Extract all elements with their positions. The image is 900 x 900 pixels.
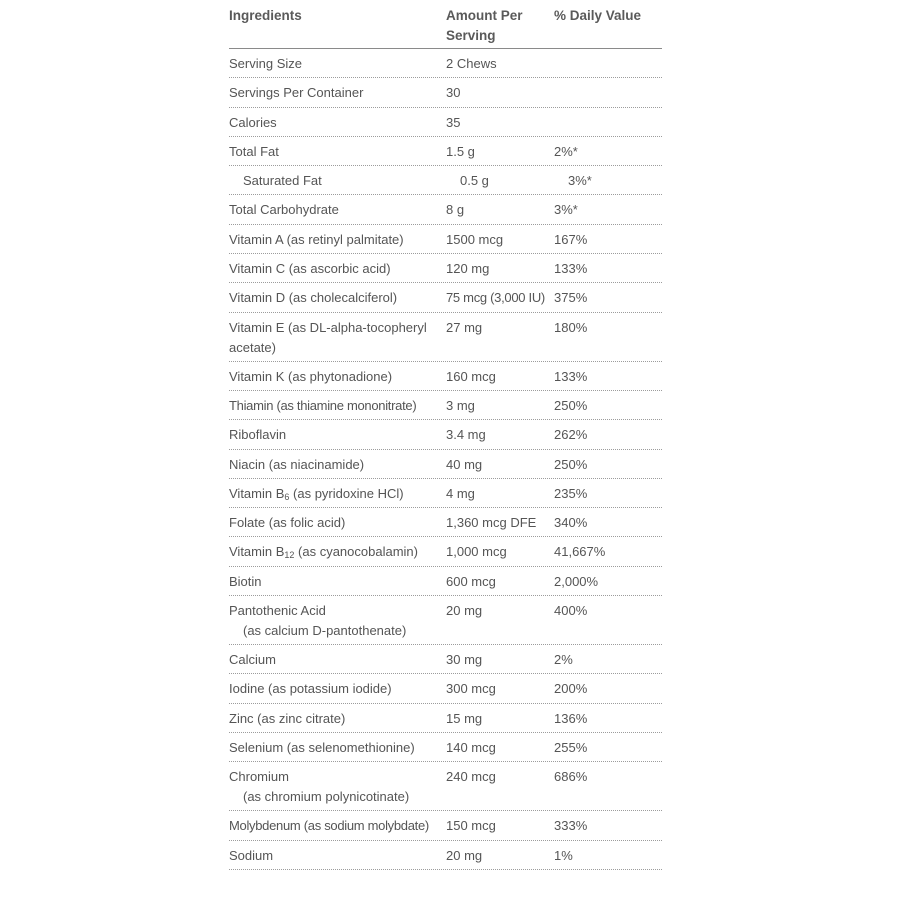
ingredient-amount: 3 mg xyxy=(446,397,475,413)
table-row xyxy=(229,362,662,391)
ingredient-dv: 255% xyxy=(554,739,588,755)
table-row xyxy=(229,195,662,224)
table-row xyxy=(229,567,662,596)
ingredient-dv: 3%* xyxy=(568,173,592,189)
ingredient-name: Vitamin D (as cholecalciferol) xyxy=(229,290,398,306)
ingredient-name: Serving Size xyxy=(229,56,302,71)
table-row xyxy=(229,704,662,733)
ingredient-dv: 41,667% xyxy=(554,544,606,560)
ingredient-name: Folate (as folic acid) xyxy=(229,515,346,531)
ingredient-dv: 2,000% xyxy=(554,573,599,589)
ingredient-amount: 4 mg xyxy=(446,485,475,501)
ingredient-name: Biotin xyxy=(229,573,262,589)
ingredient-name: Vitamin C (as ascorbic acid) xyxy=(229,261,391,277)
table-row xyxy=(229,674,662,703)
ingredient-amount: 40 mg xyxy=(446,456,483,472)
ingredient-amount: 160 mcg xyxy=(446,368,496,384)
supplement-facts-table xyxy=(229,0,662,870)
ingredient-dv: 3%* xyxy=(554,202,578,218)
ingredient-dv: 2%* xyxy=(554,143,578,159)
ingredient-amount: 15 mg xyxy=(446,710,483,726)
ingredient-name: Calcium xyxy=(229,652,276,668)
ingredient-name: Vitamin $B_6$ (as pyridoxine HCl) xyxy=(229,485,404,502)
ingredient-amount: 1,360 mcg DFE xyxy=(446,515,537,531)
ingredient-amount: 35 xyxy=(446,114,461,130)
ingredient-dv: 167% xyxy=(554,231,588,247)
ingredient-amount: 1,000 mcg xyxy=(446,544,507,560)
ingredient-dv: 333% xyxy=(554,818,588,834)
ingredient-name: Vitamin A (as retinyl palmitate) xyxy=(229,231,404,247)
ingredient-dv: 686% xyxy=(554,769,588,785)
table-row xyxy=(229,420,662,449)
table-row xyxy=(229,49,662,78)
ingredient-dv: 1% xyxy=(554,847,573,863)
ingredient-amount: 150 mcg xyxy=(446,818,496,834)
table-row xyxy=(229,78,662,107)
ingredient-dv: 2% xyxy=(554,652,573,668)
ingredient-name: Saturated Fat xyxy=(243,173,322,189)
ingredient-amount: 20 mg xyxy=(446,847,483,863)
ingredient-dv: 375% xyxy=(554,290,588,306)
ingredient-amount: 27 mg xyxy=(446,319,483,335)
table-row xyxy=(229,254,662,283)
ingredient-name: Vitamin $B_{12}$ (as cyanocobalamin) xyxy=(229,544,418,561)
ingredient-name: Vitamin K (as phytonadione) xyxy=(229,368,393,384)
ingredient-name: Calories xyxy=(229,114,277,130)
ingredient-amount: 300 mcg xyxy=(446,681,496,697)
ingredient-name xyxy=(229,767,446,807)
ingredient-dv: 180% xyxy=(554,319,588,335)
ingredient-name: Total Fat xyxy=(229,143,279,159)
table-row xyxy=(229,391,662,420)
table-row xyxy=(229,166,662,195)
ingredient-dv: 340% xyxy=(554,515,588,531)
daily-value-header: % Daily Value xyxy=(554,8,642,23)
ingredient-name-line2: (as calcium D-pantothenate) xyxy=(243,623,407,639)
ingredient-dv: 136% xyxy=(554,710,588,726)
ingredient-name-line1: Chromium xyxy=(229,769,289,785)
ingredient-dv: 250% xyxy=(554,456,588,472)
table-header xyxy=(229,0,662,49)
table-row xyxy=(229,537,662,566)
ingredient-name-line2: (as chromium polynicotinate) xyxy=(243,789,410,805)
ingredients-header: Ingredients xyxy=(229,8,302,23)
ingredient-amount: 30 xyxy=(446,85,461,101)
table-row xyxy=(229,645,662,674)
ingredient-dv: 133% xyxy=(554,368,588,384)
ingredient-name: Riboflavin xyxy=(229,427,287,443)
ingredient-amount: 140 mcg xyxy=(446,739,496,755)
table-row xyxy=(229,508,662,537)
table-row xyxy=(229,450,662,479)
ingredient-dv: 133% xyxy=(554,261,588,277)
table-row xyxy=(229,313,662,362)
ingredient-amount: 8 g xyxy=(446,202,465,218)
ingredient-name: Iodine (as potassium iodide) xyxy=(229,681,392,697)
table-row xyxy=(229,283,662,312)
ingredient-name: Molybdenum (as sodium molybdate) xyxy=(229,818,429,834)
amount-header: Amount Per Serving xyxy=(446,8,523,43)
table-row xyxy=(229,811,662,840)
ingredient-amount: 2 Chews xyxy=(446,56,497,71)
ingredient-name xyxy=(229,601,446,641)
ingredient-name: Selenium (as selenomethionine) xyxy=(229,739,415,755)
ingredient-name: Niacin (as niacinamide) xyxy=(229,456,365,472)
ingredient-name-line1: Pantothenic Acid xyxy=(229,603,326,619)
ingredient-amount: 3.4 mg xyxy=(446,427,486,443)
ingredient-name: Sodium xyxy=(229,847,274,863)
ingredient-amount: 1500 mcg xyxy=(446,231,504,247)
ingredient-dv: 250% xyxy=(554,397,588,413)
ingredient-amount: 75 mcg (3,000 IU) xyxy=(446,290,545,306)
table-row xyxy=(229,108,662,137)
table-row xyxy=(229,733,662,762)
ingredient-amount: 600 mcg xyxy=(446,573,496,589)
table-row xyxy=(229,225,662,254)
ingredient-name: Total Carbohydrate xyxy=(229,202,339,218)
ingredient-dv: 200% xyxy=(554,681,588,697)
ingredient-name: Zinc (as zinc citrate) xyxy=(229,710,346,726)
ingredient-name: Thiamin (as thiamine mononitrate) xyxy=(229,397,417,413)
table-row xyxy=(229,596,662,645)
ingredient-amount: 20 mg xyxy=(446,603,483,619)
ingredient-name: Servings Per Container xyxy=(229,85,364,101)
ingredient-amount: 120 mg xyxy=(446,261,490,277)
ingredient-dv: 235% xyxy=(554,485,588,501)
ingredient-dv: 400% xyxy=(554,603,588,619)
table-row xyxy=(229,762,662,811)
ingredient-name: Vitamin E (as DL-alpha-tocopheryl acetate) xyxy=(229,319,427,355)
ingredient-amount: 1.5 g xyxy=(446,143,475,159)
ingredient-amount: 0.5 g xyxy=(460,173,489,189)
ingredient-dv: 262% xyxy=(554,427,588,443)
ingredient-amount: 30 mg xyxy=(446,652,483,668)
table-row xyxy=(229,479,662,508)
table-row xyxy=(229,137,662,166)
table-row xyxy=(229,841,662,870)
ingredient-amount: 240 mcg xyxy=(446,769,496,785)
